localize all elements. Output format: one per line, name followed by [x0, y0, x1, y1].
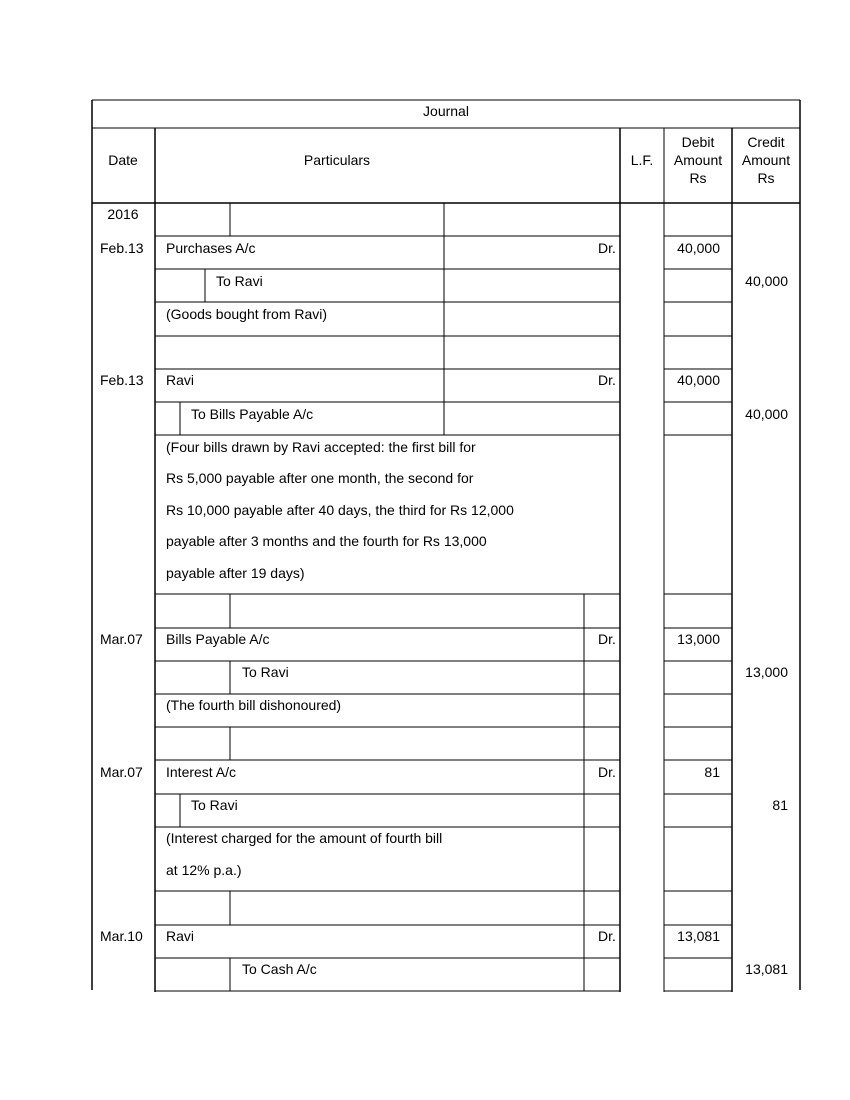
header-date: Date — [108, 152, 138, 168]
debit-account: Interest A/c — [166, 764, 237, 780]
dr-label: Dr. — [598, 372, 616, 388]
header-credit-line3: Rs — [757, 170, 775, 186]
entry-date: Feb.13 — [100, 240, 144, 256]
debit-amount: 13,000 — [677, 631, 720, 647]
credit-account: To Bills Payable A/c — [191, 406, 314, 422]
credit-account: To Ravi — [242, 664, 289, 680]
narration-line: Rs 5,000 payable after one month, the second for — [166, 470, 474, 486]
narration-line: payable after 19 days) — [166, 565, 305, 581]
header-debit-line1: Debit — [681, 134, 715, 150]
credit-amount: 13,000 — [745, 664, 788, 680]
entry-date: Mar.10 — [100, 928, 143, 944]
credit-amount: 81 — [772, 797, 788, 813]
narration-line: Rs 10,000 payable after 40 days, the third for Rs 12,000 — [166, 502, 514, 518]
header-credit-line1: Credit — [747, 134, 785, 150]
dr-label: Dr. — [598, 631, 616, 647]
dr-label: Dr. — [598, 240, 616, 256]
header-credit-line2: Amount — [741, 152, 791, 168]
debit-amount: 40,000 — [677, 372, 720, 388]
journal-title: Journal — [423, 103, 469, 119]
credit-amount: 40,000 — [745, 406, 788, 422]
dr-label: Dr. — [598, 764, 616, 780]
debit-account: Bills Payable A/c — [166, 631, 270, 647]
credit-account: To Ravi — [216, 273, 263, 289]
debit-amount: 40,000 — [677, 240, 720, 256]
credit-amount: 40,000 — [745, 273, 788, 289]
header-debit-line3: Rs — [689, 170, 707, 186]
narration-line: (The fourth bill dishonoured) — [166, 697, 342, 713]
debit-amount: 81 — [704, 764, 720, 780]
dr-label: Dr. — [598, 928, 616, 944]
entry-date: Feb.13 — [100, 372, 144, 388]
credit-amount: 13,081 — [745, 961, 788, 977]
debit-amount: 13,081 — [677, 928, 720, 944]
credit-account: To Cash A/c — [242, 961, 317, 977]
header-lf: L.F. — [630, 152, 654, 168]
narration-line: payable after 3 months and the fourth for Rs 13,000 — [166, 533, 487, 549]
header-debit-line2: Amount — [673, 152, 723, 168]
debit-account: Purchases A/c — [166, 240, 256, 256]
narration-line: (Four bills drawn by Ravi accepted: the first bill for — [166, 439, 476, 455]
narration-line: at 12% p.a.) — [166, 862, 242, 878]
debit-account: Ravi — [166, 928, 195, 944]
header-particulars: Particulars — [303, 152, 371, 168]
credit-account: To Ravi — [191, 797, 238, 813]
year-label: 2016 — [107, 206, 139, 222]
entry-date: Mar.07 — [100, 631, 143, 647]
narration-line: (Goods bought from Ravi) — [166, 306, 328, 322]
narration-line: (Interest charged for the amount of fourth bill — [166, 830, 443, 846]
debit-account: Ravi — [166, 372, 195, 388]
entry-date: Mar.07 — [100, 764, 143, 780]
